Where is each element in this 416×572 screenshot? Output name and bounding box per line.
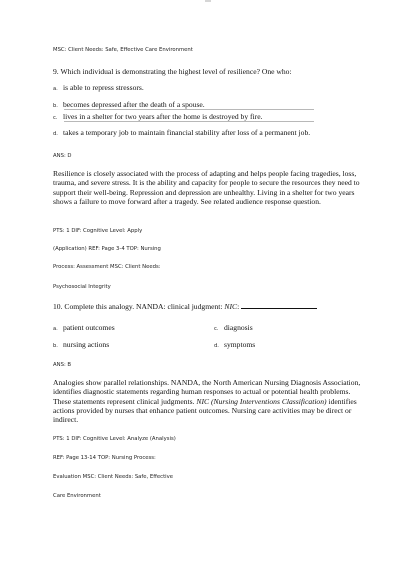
q10-option-b bbox=[53, 340, 109, 351]
q10-meta-line: Evaluation MSC: Client Needs: Safe, Effective bbox=[53, 474, 174, 480]
header-msc: MSC: Client Needs: Safe, Effective Care Environment bbox=[53, 47, 193, 53]
q9-meta-line: (Application) REF: Page 3-4 TOP: Nursing bbox=[53, 246, 161, 252]
q9-option-letter: d. bbox=[53, 131, 58, 137]
q9-meta-line: PTS: 1 DIF: Cognitive Level: Apply bbox=[53, 228, 143, 234]
q9-meta-line: Process: Assessment MSC: Client Needs: bbox=[53, 264, 161, 270]
q9-option-text: is able to repress stressors. bbox=[63, 83, 144, 92]
q9-answer: ANS: D bbox=[53, 153, 72, 159]
q10-option-a bbox=[53, 323, 115, 334]
q10-option-letter: a. bbox=[53, 326, 58, 332]
q9-option-text: lives in a shelter for two years after the home is destroyed by fire. bbox=[63, 112, 263, 121]
q10-rationale-text-end: identifies actions provided by nurses that enhance patient outcomes. Nursing care activities may be direct or indirect. bbox=[53, 396, 357, 425]
q10-option-letter: c. bbox=[214, 326, 219, 332]
q10-option-text: symptoms bbox=[224, 340, 256, 349]
q10-meta-line: PTS: 1 DIF: Cognitive Level: Analyze (Analysis) bbox=[53, 436, 176, 442]
q9-option-d bbox=[53, 128, 310, 139]
divider bbox=[64, 109, 314, 110]
q10-option-d bbox=[214, 340, 255, 351]
q10-stem bbox=[53, 302, 317, 311]
q10-option-c bbox=[214, 323, 253, 334]
q9-option-letter: a. bbox=[53, 86, 58, 92]
q10-answer: ANS: B bbox=[53, 362, 72, 368]
q10-stem-text: 10. Complete this analogy. NANDA: clinical judgment: bbox=[53, 302, 225, 311]
q10-option-letter: b. bbox=[53, 343, 58, 349]
q10-stem-italic: NIC bbox=[224, 302, 238, 311]
q10-option-letter: d. bbox=[214, 343, 219, 349]
q9-option-text: takes a temporary job to maintain financial stability after loss of a permanent job. bbox=[63, 128, 311, 137]
q9-stem: 9. Which individual is demonstrating the highest level of resilience? One who: bbox=[53, 67, 292, 76]
q10-rationale bbox=[53, 378, 365, 424]
divider bbox=[64, 121, 314, 122]
q10-option-text: diagnosis bbox=[224, 323, 253, 332]
q10-stem-suffix: : bbox=[237, 302, 240, 311]
page-top-mark bbox=[205, 0, 211, 2]
q9-option-letter: c. bbox=[53, 115, 58, 121]
q9-rationale: Resilience is closely associated with the process of adapting and helps people facing tragedies, loss, trauma, and severe stress. It is the ability and capacity for people to secure the resources they need to support their well-being. Repression and depression are unhealthy. Living in a shelter for two years shows a failure to move forward after a tragedy. See related audience response question. bbox=[53, 169, 360, 206]
q9-option-text: becomes depressed after the death of a spouse. bbox=[63, 100, 205, 109]
q9-option-a bbox=[53, 83, 144, 94]
answer-blank-line bbox=[241, 302, 317, 309]
q10-meta-line: REF: Page 13-14 TOP: Nursing Process: bbox=[53, 455, 156, 461]
q10-rationale-text: Analogies show parallel relationships. NANDA, the North American Nursing Diagnosis Association, identifies diagnostic statements regarding human responses to actual or potential health problems. These statements represent clinical judgments. bbox=[53, 378, 361, 406]
q9-option-letter: b. bbox=[53, 103, 58, 109]
q10-meta-line: Care Environment bbox=[53, 493, 101, 499]
q10-rationale-italic: NIC (Nursing Interventions Classification) bbox=[196, 396, 327, 406]
q10-option-text: patient outcomes bbox=[63, 323, 115, 332]
q10-option-text: nursing actions bbox=[63, 340, 110, 349]
q9-meta-line: Psychosocial Integrity bbox=[53, 284, 111, 290]
